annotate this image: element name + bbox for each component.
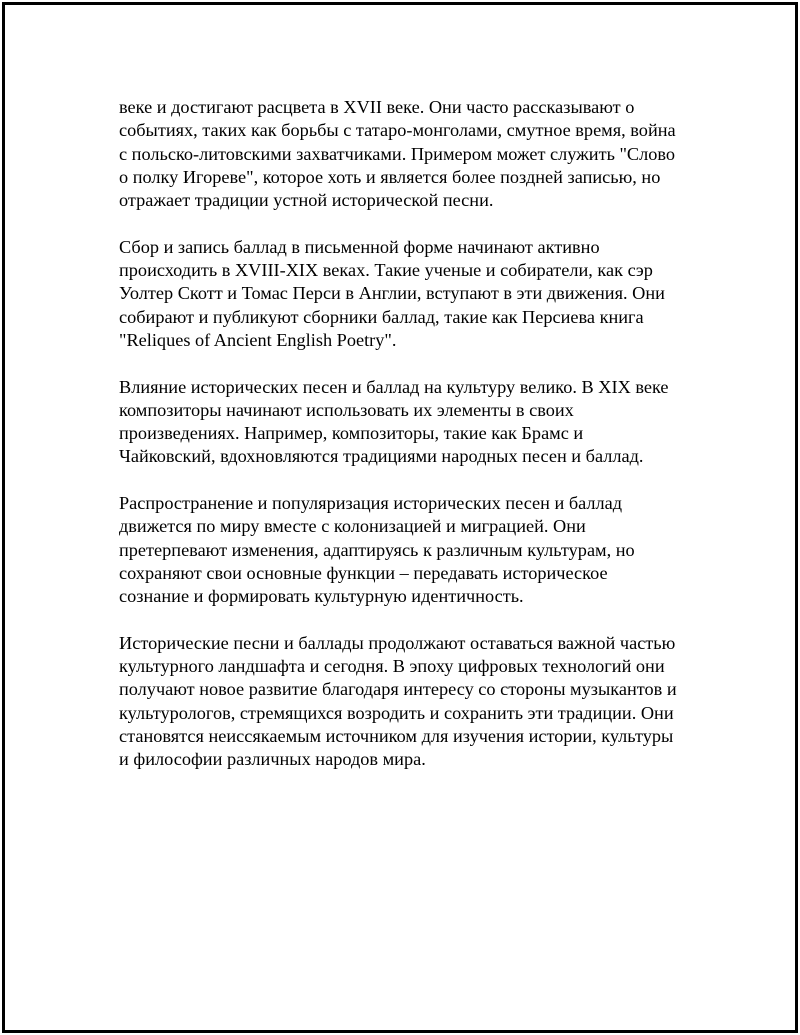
text-line: с польско-литовскими захватчиками. Примером может служить "Слово <box>119 143 676 164</box>
text-line: собирают и публикуют сборники баллад, такие как Персиева книга <box>119 306 644 327</box>
text-line: Чайковский, вдохновляются традициями народных песен и баллад. <box>119 446 644 467</box>
text-line: "Reliques of Ancient English Poetry". <box>119 329 397 350</box>
text-line: Сбор и запись баллад в письменной форме начинают активно <box>119 236 600 257</box>
text-line: Влияние исторических песен и баллад на культуру велико. В XIX веке <box>119 376 669 397</box>
text-line: и философии различных народов мира. <box>119 749 426 770</box>
paragraph-1 <box>119 96 695 212</box>
text-line: веке и достигают расцвета в XVII веке. Они часто рассказывают о <box>119 97 635 117</box>
text-line: отражает традиции устной исторической песни. <box>119 190 494 211</box>
text-line: культурного ландшафта и сегодня. В эпоху цифровых технологий они <box>119 656 665 677</box>
text-line: событиях, таких как борьбы с татаро-монголами, смутное время, война <box>119 120 676 141</box>
text-line: о полку Игореве", которое хоть и является более поздней записью, но <box>119 166 661 187</box>
text-line: движется по миру вместе с колонизацией и миграцией. Они <box>119 516 586 537</box>
text-line: композиторы начинают использовать их элементы в своих <box>119 399 574 420</box>
text-line: произведениях. Например, композиторы, такие как Брамс и <box>119 423 584 444</box>
text-line: получают новое развитие благодаря интересу со стороны музыкантов и <box>119 679 677 700</box>
paragraph-2 <box>119 236 695 352</box>
text-line: происходить в XVIII-XIX веках. Такие ученые и собиратели, как сэр <box>119 260 653 281</box>
text-line: Уолтер Скотт и Томас Перси в Англии, вступают в эти движения. Они <box>119 283 665 304</box>
document-page <box>2 2 798 1033</box>
text-line: культурологов, стремящихся возродить и сохранить эти традиции. Они <box>119 702 674 723</box>
text-line: сохраняют свои основные функции – передавать историческое <box>119 562 608 583</box>
paragraph-4 <box>119 492 695 608</box>
text-line: становятся неиссякаемым источником для изучения истории, культуры <box>119 726 674 747</box>
text-line: Исторические песни и баллады продолжают оставаться важной частью <box>119 632 676 653</box>
document-body <box>119 96 695 795</box>
text-line: сознание и формировать культурную идентичность. <box>119 586 524 607</box>
paragraph-5 <box>119 632 695 772</box>
paragraph-3 <box>119 376 695 469</box>
text-line: Распространение и популяризация исторических песен и баллад <box>119 493 623 514</box>
text-line: претерпевают изменения, адаптируясь к различным культурам, но <box>119 539 635 560</box>
